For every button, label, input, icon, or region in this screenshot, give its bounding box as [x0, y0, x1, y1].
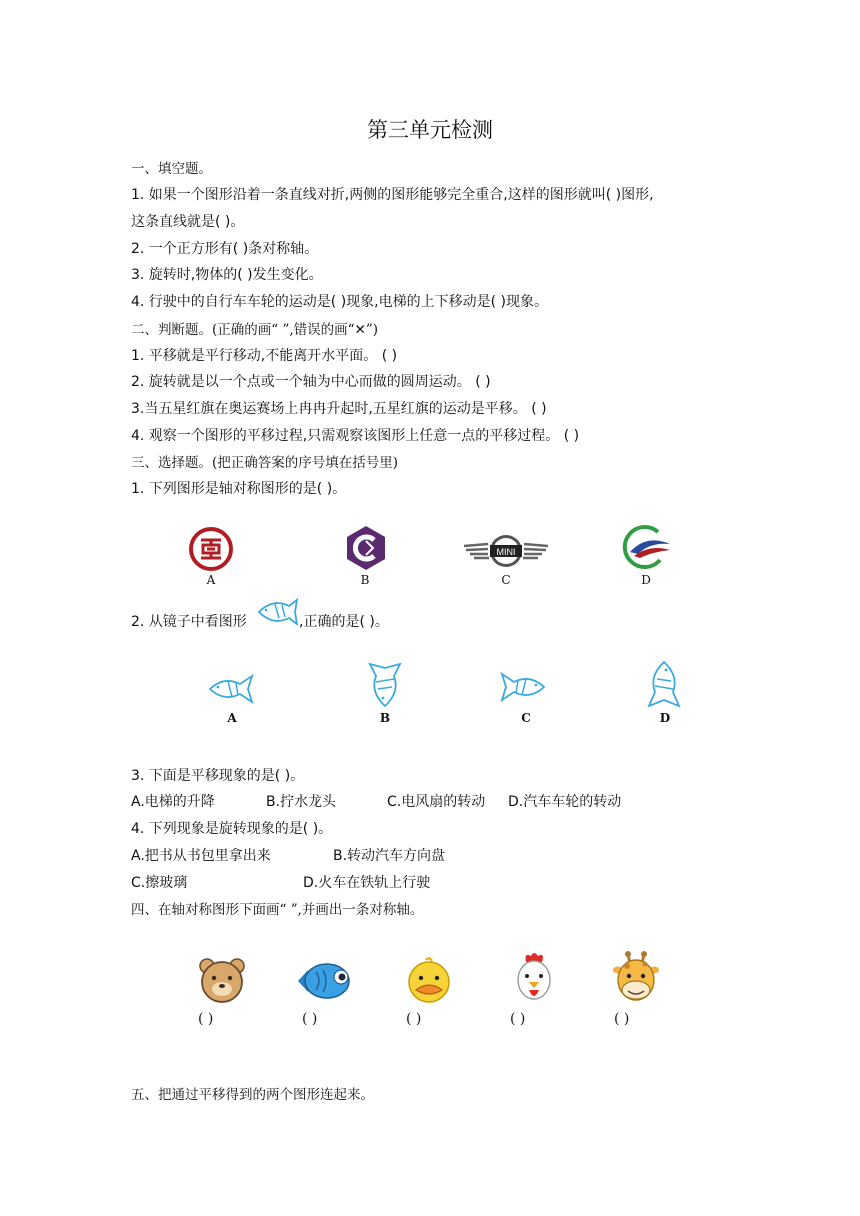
answer-paren-3: ( ): [406, 1011, 422, 1027]
fish-choice-d-icon: [645, 660, 683, 708]
answer-paren-1: ( ): [198, 1011, 214, 1027]
question-3-2-end: ,正确的是( )。: [299, 614, 389, 630]
question-2-4: 4. 观察一个图形的平移过程,只需观察该图形上任意一点的平移过程。 ( ): [131, 428, 580, 444]
q2-label-a: A: [227, 711, 237, 725]
green-swoosh-logo-icon: [620, 524, 672, 570]
q3-option-c: C.电风扇的转动: [387, 794, 486, 810]
bear-icon: [198, 956, 246, 1004]
question-3-1: 1. 下列图形是轴对称图形的是( )。: [131, 481, 347, 497]
q4-option-b: B.转动汽车方向盘: [333, 848, 446, 864]
fish-choice-c-icon: [500, 670, 546, 704]
q4-option-d: D.火车在铁轨上行驶: [303, 875, 431, 891]
question-3-2-start: 2. 从镜子中看图形: [131, 614, 247, 630]
question-3-3: 3. 下面是平移现象的是( )。: [131, 768, 305, 784]
q1-label-c: C: [501, 573, 511, 587]
page-title: 第三单元检测: [367, 118, 493, 142]
section-heading-translation: 五、把通过平移得到的两个图形连起来。: [131, 1087, 374, 1103]
fish-choice-a-icon: [208, 672, 254, 706]
answer-paren-2: ( ): [302, 1011, 318, 1027]
question-2-3: 3.当五星红旗在奥运赛场上冉冉升起时,五星红旗的运动是平移。 ( ): [131, 401, 547, 417]
rooster-icon: [514, 950, 554, 1008]
q4-option-a: A.把书从书包里拿出来: [131, 848, 271, 864]
q2-label-d: D: [659, 711, 671, 725]
mini-logo-icon: [464, 534, 548, 568]
q4-option-c: C.擦玻璃: [131, 875, 188, 891]
question-1-3: 3. 旋转时,物体的( )发生变化。: [131, 267, 323, 283]
question-1-1-line-1: 1. 如果一个图形沿着一条直线对折,两侧的图形能够完全重合,这样的图形就叫( )图形,: [131, 187, 654, 203]
section-heading-true-false: 二、判断题。(正确的画“ ”,错误的画“✕”): [131, 322, 379, 338]
q3-option-b: B.拧水龙头: [266, 794, 337, 810]
bank-c-logo-icon: [342, 524, 390, 572]
chick-icon: [406, 956, 452, 1004]
section-heading-multiple-choice: 三、选择题。(把正确答案的序号填在括号里): [131, 455, 399, 471]
q1-label-a: A: [206, 573, 216, 587]
giraffe-icon: [612, 950, 660, 1008]
section-heading-symmetry: 四、在轴对称图形下面画“ ”,并画出一条对称轴。: [131, 902, 424, 918]
question-2-2: 2. 旋转就是以一个点或一个轴为中心而做的圆周运动。 ( ): [131, 374, 491, 390]
question-1-1-line-2: 这条直线就是( )。: [131, 214, 245, 230]
mini-logo-text: MINI: [496, 547, 516, 557]
answer-paren-5: ( ): [614, 1011, 630, 1027]
question-1-4: 4. 行驶中的自行车车轮的运动是( )现象,电梯的上下移动是( )现象。: [131, 294, 549, 310]
question-2-1: 1. 平移就是平行移动,不能离开水平面。 ( ): [131, 348, 398, 364]
section-heading-fill-in: 一、填空题。: [131, 161, 212, 177]
fish-icon: [296, 960, 354, 1002]
q2-label-c: C: [521, 711, 531, 725]
q3-option-d: D.汽车车轮的转动: [508, 794, 622, 810]
question-1-2: 2. 一个正方形有( )条对称轴。: [131, 241, 319, 257]
question-3-4: 4. 下列现象是旋转现象的是( )。: [131, 821, 333, 837]
q1-label-d: D: [641, 573, 651, 587]
fish-choice-b-icon: [366, 662, 404, 708]
bank-logo-icon: [188, 526, 234, 572]
q1-label-b: B: [360, 573, 370, 587]
fish-question-icon: [257, 596, 299, 626]
q2-label-b: B: [379, 711, 391, 725]
answer-paren-4: ( ): [510, 1011, 526, 1027]
q3-option-a: A.电梯的升降: [131, 794, 215, 810]
